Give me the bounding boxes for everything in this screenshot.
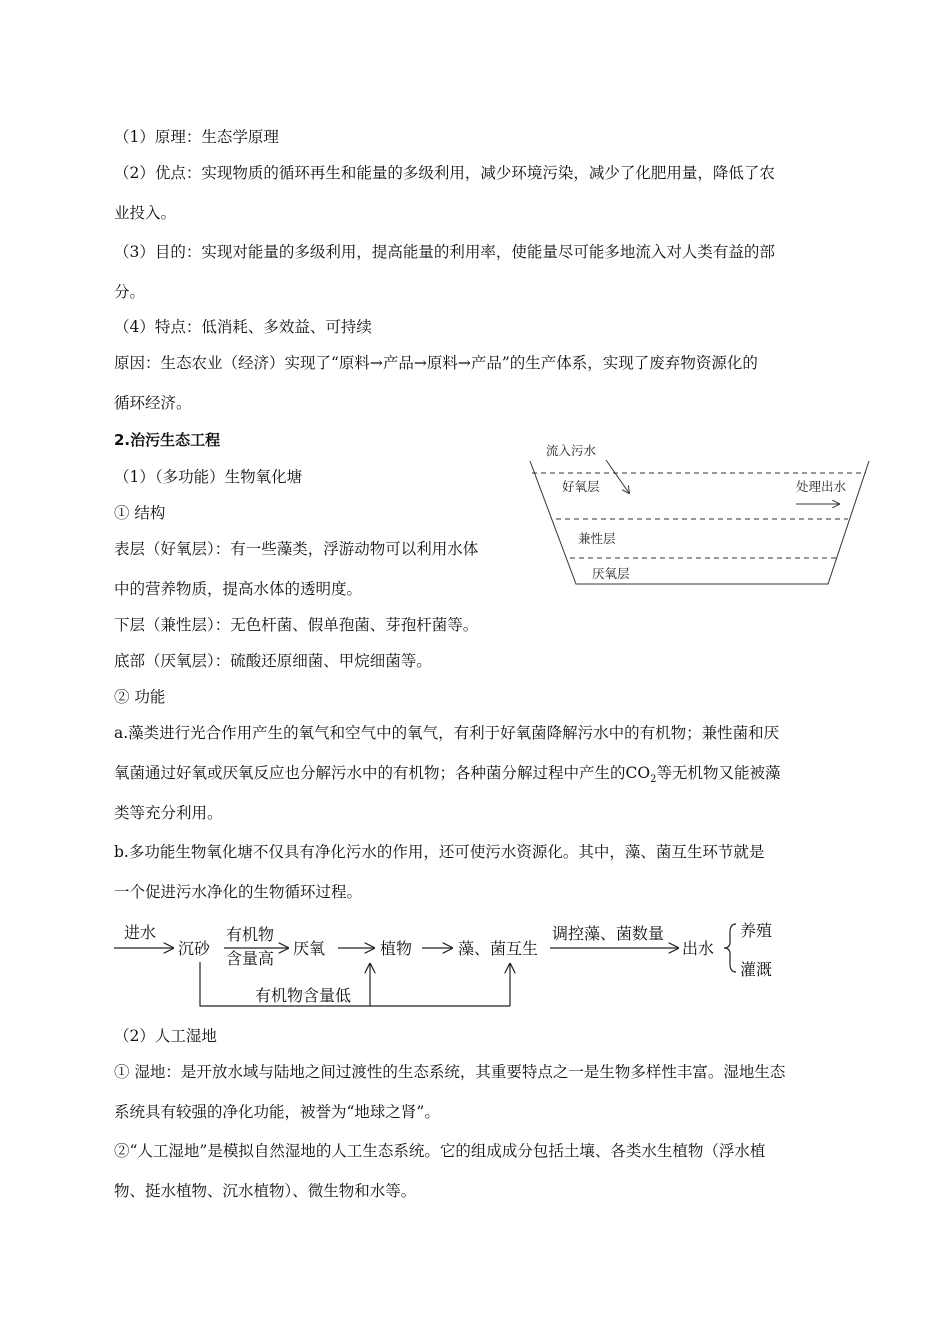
- purpose-line-cont: 分。: [114, 283, 146, 301]
- structure-label: ① 结构: [114, 504, 166, 522]
- function-label: ② 功能: [114, 688, 166, 706]
- high-organic-top-label: 有机物: [226, 925, 275, 944]
- function-a-line: a.藻类进行光合作用产生的氧气和空气中的氧气，有利于好氧菌降解污水中的有机物；兼性菌和厌: [114, 724, 780, 742]
- inflow-label: 流入污水: [546, 443, 597, 458]
- grit-chamber-label: 沉砂: [178, 939, 211, 958]
- aquaculture-label: 养殖: [740, 921, 773, 940]
- artificial-wetland-line-cont: 物、挺水植物、沉水植物）、微生物和水等。: [114, 1182, 417, 1200]
- high-organic-bottom-label: 含量高: [226, 949, 275, 968]
- anaerobic-layer-label: 厌氧层: [592, 566, 630, 581]
- reason-line: 原因：生态农业（经济）实现了“原料→产品→原料→产品”的生产体系，实现了废弃物资源化的: [114, 354, 758, 372]
- low-organic-bypass-line: [200, 962, 510, 1006]
- wetland-line-cont: 系统具有较强的净化功能，被誉为“地球之肾”。: [114, 1103, 440, 1121]
- control-label: 调控藻、菌数量: [552, 924, 665, 943]
- anaerobic-stage-label: 厌氧: [293, 939, 326, 958]
- outflow-water-label: 出水: [682, 939, 715, 958]
- low-organic-label: 有机物含量低: [255, 986, 352, 1005]
- lower-layer-line: 下层（兼性层）：无色杆菌、假单孢菌、芽孢杆菌等。: [114, 616, 479, 634]
- treatment-flow-diagram: [110, 912, 790, 1012]
- reason-line-cont: 循环经济。: [114, 394, 192, 412]
- inflow-water-label: 进水: [124, 923, 157, 942]
- wetland-line: ① 湿地：是开放水域与陆地之间过渡性的生态系统，其重要特点之一是生物多样性丰富。湿地生态: [114, 1063, 786, 1081]
- principle-line: （1）原理：生态学原理: [114, 128, 279, 146]
- section-heading: 2.治污生态工程: [114, 431, 221, 449]
- facultative-layer-label: 兼性层: [578, 531, 616, 546]
- function-a-line-2: 氧菌通过好氧或厌氧反应也分解污水中的有机物；各种菌分解过程中产生的$CO_2$等无机物又能被藻: [114, 764, 781, 786]
- subsection-title: （1）（多功能）生物氧化塘: [114, 468, 303, 486]
- inflow-arrow: [606, 460, 629, 493]
- purpose-line: （3）目的：实现对能量的多级利用，提高能量的利用率，使能量尽可能多地流入对人类有益的部: [114, 243, 775, 261]
- advantage-line: （2）优点：实现物质的循环再生和能量的多级利用，减少环境污染，减少了化肥用量，降低了农: [114, 164, 775, 182]
- function-a-line-3: 类等充分利用。: [114, 804, 223, 822]
- advantage-line-cont: 业投入。: [114, 204, 177, 222]
- algae-bacteria-stage-label: 藻、菌互生: [458, 939, 539, 958]
- outflow-label: 处理出水: [796, 479, 847, 494]
- function-b-line-2: 一个促进污水净化的生物循环过程。: [114, 883, 363, 901]
- aerobic-layer-label: 好氧层: [562, 479, 600, 494]
- surface-layer-line: 表层（好氧层）：有一些藻类，浮游动物可以利用水体: [114, 540, 479, 558]
- output-brace: [724, 924, 736, 972]
- feature-line: （4）特点：低消耗、多效益、可持续: [114, 318, 372, 336]
- oxidation-pond-diagram: [526, 433, 876, 593]
- irrigation-label: 灌溉: [740, 960, 773, 979]
- surface-layer-line-cont: 中的营养物质，提高水体的透明度。: [114, 580, 363, 598]
- function-b-line: b.多功能生物氧化塘不仅具有净化污水的作用，还可使污水资源化。其中，藻、菌互生环节就是: [114, 843, 765, 861]
- artificial-wetland-line: ②“人工湿地”是模拟自然湿地的人工生态系统。它的组成成分包括土壤、各类水生植物（浮水植: [114, 1142, 766, 1160]
- bottom-layer-line: 底部（厌氧层）：硫酸还原细菌、甲烷细菌等。: [114, 652, 432, 670]
- plants-stage-label: 植物: [380, 939, 413, 958]
- subsection-title-2: （2）人工湿地: [114, 1027, 217, 1045]
